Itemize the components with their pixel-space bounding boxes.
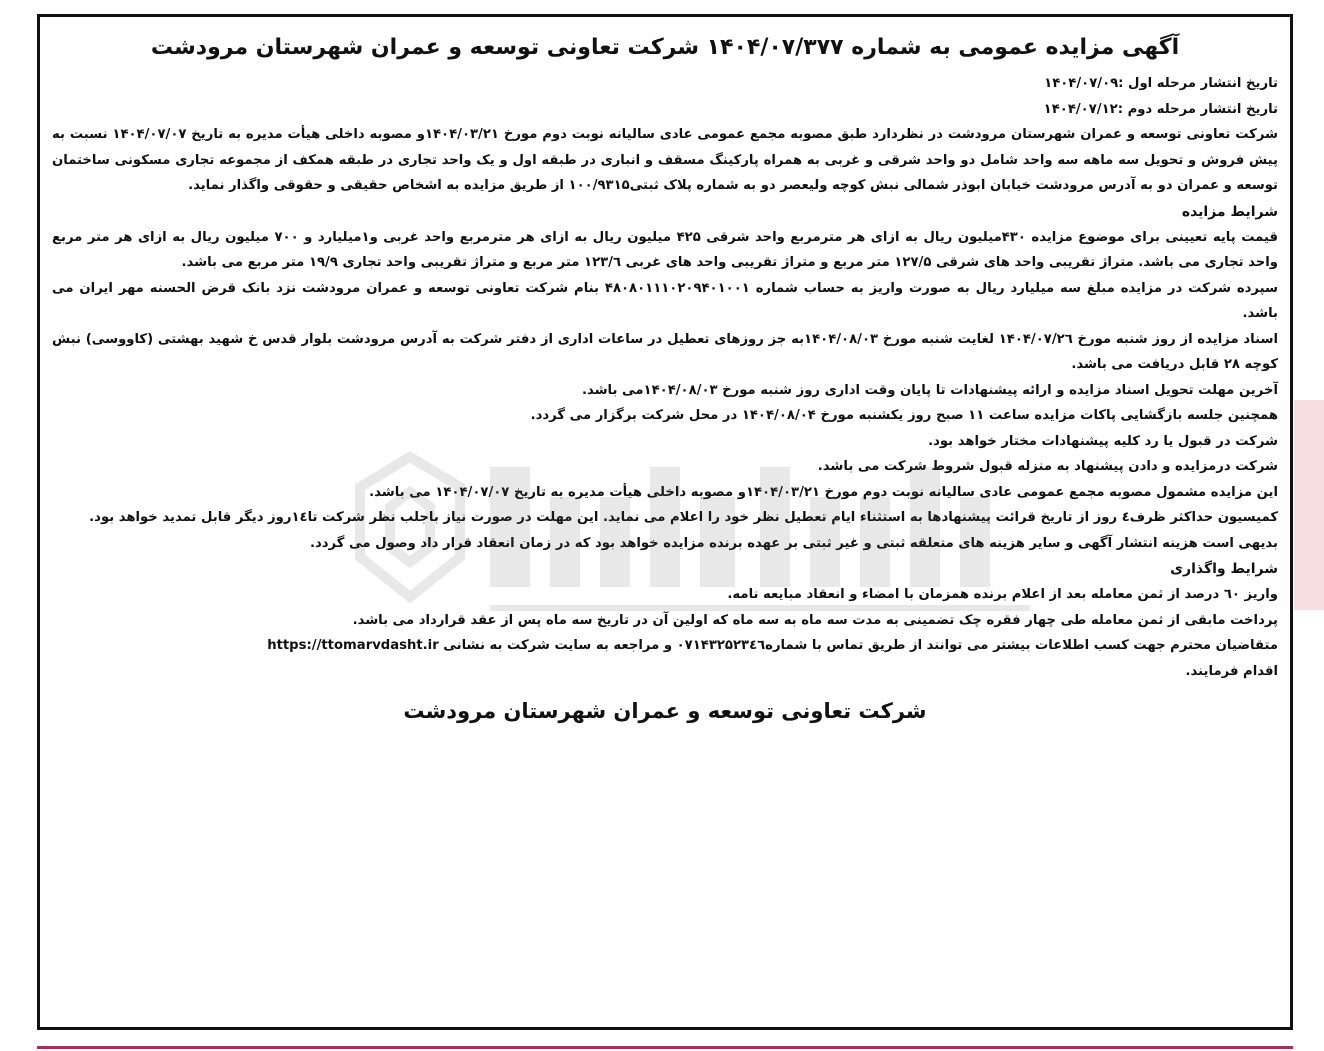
publish-date-first: تاریخ انتشار مرحله اول :۱۴۰۴/۰۷/۰۹ bbox=[1044, 76, 1278, 91]
condition-item: اسناد مزایده از روز شنبه مورخ ۱۴۰۴/۰۷/۲٦ لغایت شنبه مورخ ۱۴۰۴/۰۸/۰۳به جز روزهای تعطیل در ساعات اداری از دفتر شرکت به آدرس مرودشت بلوار قدس خ شهید بهشتی (کاووسی) نبش کوچه ۲۸ قابل دریافت می باشد. bbox=[52, 331, 1278, 372]
website-link[interactable]: https://ttomarvdasht.ir bbox=[267, 638, 439, 653]
contact-paragraph bbox=[52, 633, 1278, 659]
bottom-divider bbox=[37, 1046, 1293, 1049]
footer-company-name: شرکت تعاونی توسعه و عمران شهرستان مرودشت bbox=[403, 699, 927, 723]
conditions-heading: شرایط مزایده bbox=[1181, 203, 1278, 220]
condition-item: این مزایده مشمول مصوبه مجمع عمومی عادی سالیانه نوبت دوم مورخ ۱۴۰۴/۰۳/۲۱و مصوبه داخلی هیأت مدیره به تاریخ ۱۴۰۴/۰۷/۰۷ می باشد. bbox=[369, 484, 1278, 500]
condition-item: بدیهی است هزینه انتشار آگهی و سایر هزینه های متعلقه ثبتی و غیر ثبتی بر عهده برنده مزایده خواهد بود که در زمان انعقاد قرار داد وصول می گردد. bbox=[310, 535, 1278, 551]
intro-paragraph: شرکت تعاونی توسعه و عمران شهرستان مرودشت در نظردارد طبق مصوبه مجمع عمومی عادی سالیانه نوبت دوم مورخ ۱۴۰۴/۰۳/۲۱و مصوبه داخلی هیأت مدیره به تاریخ ۱۴۰۴/۰۷/۰۷ نسبت به پیش فروش و تحویل سه ماهه سه واحد شامل دو واحد شرقی و غربی به همراه پارکینگ مسقف و انباری در طبقه اول و یک واحد تجاری در طبقه همکف از مجموعه تجاری مسکونی ساختمان توسعه و عمران دو به آدرس مرودشت خیابان ابوذر شمالی نبش کوچه ولیعصر دو به شماره پلاک ثبتی۱۰۰/۹۳۱۵ از طریق مزایده به اشخاص حقیقی و حقوقی واگذار نماید. bbox=[52, 127, 1278, 193]
condition-item: قیمت پایه تعیینی برای موضوع مزایده ۴۳۰میلیون ریال به ازای هر مترمربع واحد شرقی ۴۲۵ میلیون ریال به ازای هر مترمربع واحد غربی و۱میلیارد و ۷۰۰ میلیون ریال به ازای هر متر مربع واحد تجاری می باشد. متراژ تقریبی واحد های شرقی ۱۲۷/۵ متر مربع و متراژ تقریبی واحد های غربی ۱۲۳/٦ متر مربع و متراژ تقریبی واحد تجاری ۱۹/۹ متر مربع می باشد. bbox=[52, 229, 1279, 270]
contact-end: اقدام فرمایند. bbox=[1185, 663, 1278, 679]
transfer-item: پرداخت مابقی از ثمن معامله طی چهار فقره چک تضمینی به مدت سه ماه به سه ماه که اولین آن در تاریخ سه ماه پس از عقد قرارداد می باشد. bbox=[352, 612, 1278, 628]
transfer-heading: شرایط واگذاری bbox=[1170, 561, 1278, 577]
page-title: آگهی مزایده عمومی به شماره ۱۴۰۴/۰۷/۳۷۷ شرکت تعاونی توسعه و عمران شهرستان مرودشت bbox=[150, 35, 1180, 60]
publish-date-second: تاریخ انتشار مرحله دوم :۱۴۰۴/۰۷/۱۲ bbox=[1043, 101, 1278, 117]
side-watermark-strip bbox=[1294, 400, 1324, 610]
notice-frame bbox=[37, 14, 1293, 1030]
condition-item: کمیسیون حداکثر ظرف٤ روز از تاریخ قرائت پیشنهادها به استثناء ایام تعطیل نظر خود را اعلام می نماید. این مهلت در صورت نیاز باجلب نظر شرکت تا۱٤روز دیگر قابل تمدید خواهد بود. bbox=[89, 510, 1278, 525]
condition-item: آخرین مهلت تحویل اسناد مزایده و ارائه پیشنهادات تا پایان وقت اداری روز شنبه مورخ ۱۴۰۴/۰۸/۰۳می باشد. bbox=[581, 382, 1278, 398]
condition-item: شرکت درمزایده و دادن پیشنهاد به منزله قبول شروط شرکت می باشد. bbox=[817, 459, 1278, 474]
transfer-item: واریز ٦۰ درصد از ثمن معامله بعد از اعلام برنده همزمان با امضاء و انعقاد مبایعه نامه. bbox=[727, 587, 1278, 602]
condition-item: سپرده شرکت در مزایده مبلغ سه میلیارد ریال به صورت واریز به حساب شماره ۴۸۰۸۰۱۱۱۰۲۰۹۴۰۱۰۰۱ بنام شرکت تعاونی توسعه و عمران مرودشت نزد بانک قرض الحسنه مهر ایران می باشد. bbox=[52, 280, 1278, 321]
condition-item: شرکت در قبول یا رد کلیه پیشنهادات مختار خواهد بود. bbox=[928, 433, 1278, 449]
contact-text: متقاضیان محترم جهت کسب اطلاعات بیشتر می توانند از طریق تماس با شماره۰۷۱۴۳۲۵۲۳٤٦ و مراجعه به سایت شرکت به نشانی bbox=[443, 638, 1278, 653]
condition-item: همچنین جلسه بازگشایی پاکات مزایده ساعت ۱۱ صبح روز یکشنبه مورخ ۱۴۰۴/۰۸/۰۴ در محل شرکت برگزار می گردد. bbox=[530, 408, 1278, 423]
